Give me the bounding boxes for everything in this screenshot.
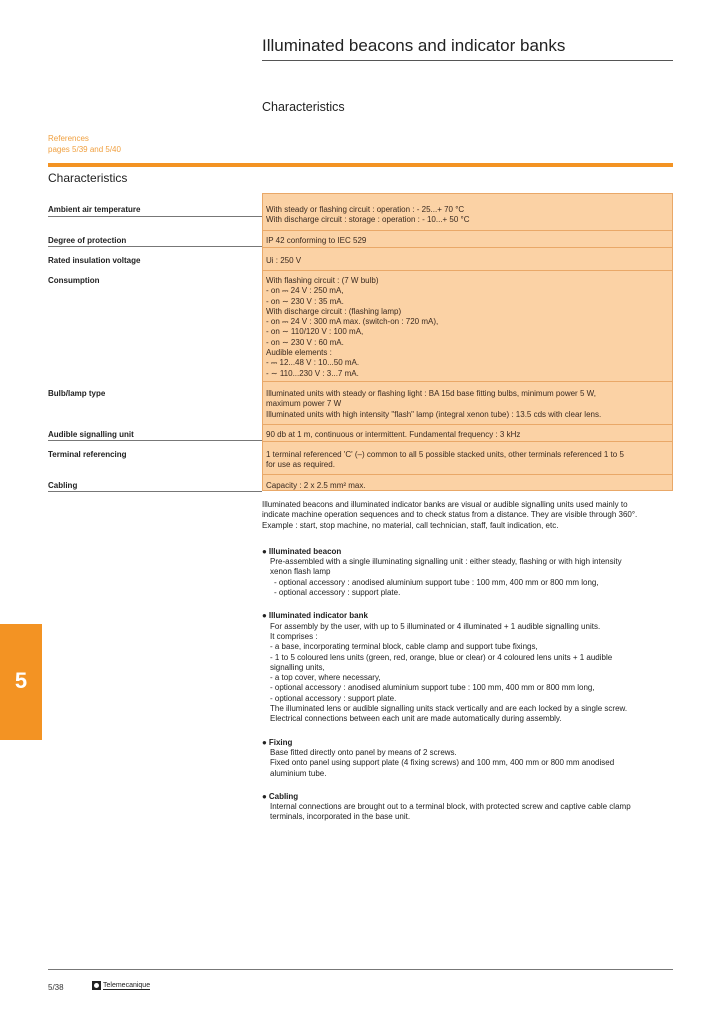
section-line: signalling units, — [270, 662, 325, 672]
intro-line: Example : start, stop machine, no material, call technician, staff, fault indication, etc. — [262, 520, 559, 530]
char-value-terminal-referencing — [266, 450, 670, 471]
section-heading-text: Illuminated beacon — [268, 546, 342, 556]
value-line: - on ⎓ 24 V : 250 mA, — [266, 286, 344, 296]
char-value-consumption — [266, 276, 670, 379]
section-line: Fixed onto panel using support plate (4 fixing screws) and 100 mm, 400 mm or 800 mm anodised — [270, 758, 615, 768]
label-divider — [48, 440, 262, 441]
char-value-degree-of-protection — [266, 236, 670, 246]
references-block — [48, 134, 121, 155]
value-line: IP 42 conforming to IEC 529 — [266, 236, 367, 245]
value-line: Ui : 250 V — [266, 256, 302, 265]
value-line: With flashing circuit : (7 W bulb) — [266, 276, 379, 285]
section-line: - optional accessory : anodised aluminium support tube : 100 mm, 400 mm or 800 mm long, — [270, 683, 595, 693]
references-label: References — [48, 134, 89, 143]
section-line: xenon flash lamp — [270, 567, 331, 577]
value-line: - on ∼ 230 V : 35 mA. — [266, 296, 344, 306]
value-line: - on ∼ 110/120 V : 100 mA, — [266, 327, 364, 337]
value-line: 1 terminal referenced 'C' (–) common to all 5 possible stacked units, other terminals referenced 1 to 5 — [266, 450, 624, 459]
value-line: 90 db at 1 m, continuous or intermittent. Fundamental frequency : 3 kHz — [266, 430, 521, 439]
section-line: It comprises : — [270, 631, 318, 641]
section-heading: Characteristics — [48, 171, 128, 185]
char-label-degree-of-protection: Degree of protection — [48, 236, 127, 245]
value-divider — [262, 270, 673, 271]
chapter-number: 5 — [14, 668, 28, 693]
section-heading-illuminated-beacon — [262, 547, 674, 557]
char-label-consumption: Consumption — [48, 276, 100, 285]
label-divider — [48, 216, 262, 217]
value-divider — [262, 247, 673, 248]
section-line: For assembly by the user, with up to 5 illuminated or 4 illuminated + 1 audible signalling units. — [270, 621, 601, 631]
char-value-ambient-temperature — [266, 205, 670, 226]
section-line: - optional accessory : support plate. — [270, 693, 397, 703]
page-subtitle: Characteristics — [262, 100, 345, 114]
value-divider — [262, 474, 673, 475]
footer-divider — [48, 969, 673, 970]
section-line: terminals, incorporated in the base unit. — [270, 812, 411, 822]
page-number: 5/38 — [48, 983, 64, 992]
intro-line: Illuminated beacons and illuminated indicator banks are visual or audible signalling units used mainly to — [262, 500, 628, 509]
page-title: Illuminated beacons and indicator banks — [262, 36, 566, 55]
char-value-rated-insulation-voltage — [266, 256, 670, 266]
bullet-icon: ● — [262, 546, 267, 556]
title-divider — [262, 60, 673, 61]
value-divider — [262, 424, 673, 425]
char-label-ambient-temperature: Ambient air temperature — [48, 205, 141, 214]
value-line: - ⎓ 12...48 V : 10...50 mA. — [266, 358, 360, 368]
value-line: Illuminated units with high intensity "flash" lamp (integral xenon tube) : 13.5 cds with clear lens. — [266, 409, 602, 419]
char-value-cabling — [266, 481, 670, 491]
value-line: Illuminated units with steady or flashing light : BA 15d base fitting bulbs, minimum power 5 W, — [266, 389, 596, 398]
label-divider — [48, 491, 262, 492]
char-label-audible-signalling-unit: Audible signalling unit — [48, 430, 134, 439]
value-line: With discharge circuit : storage : operation : - 10...+ 50 °C — [266, 215, 470, 225]
section-heading-text: Cabling — [268, 791, 299, 801]
value-line: Capacity : 2 x 2.5 mm² max. — [266, 481, 366, 490]
value-line: - ∼ 110...230 V : 3...7 mA. — [266, 368, 359, 378]
brand-name: Telemecanique — [103, 981, 151, 989]
char-value-bulb-lamp-type — [266, 389, 670, 420]
section-heading-illuminated-indicator-bank — [262, 611, 674, 621]
references-pages-link[interactable]: pages 5/39 and 5/40 — [48, 144, 121, 154]
bullet-icon: ● — [262, 611, 267, 621]
telemecanique-logo-icon — [92, 981, 101, 990]
section-line: - a base, incorporating terminal block, cable clamp and support tube fixings, — [270, 642, 538, 652]
value-line: With steady or flashing circuit : operation : - 25...+ 70 °C — [266, 205, 465, 214]
description-block — [262, 500, 674, 823]
section-heading-cabling — [262, 792, 674, 802]
value-line: - on ⎓ 24 V : 300 mA max. (switch-on : 720 mA), — [266, 317, 439, 327]
intro-line: indicate machine operation sequences and to check status from a distance. They are visible through 360°. — [262, 510, 638, 520]
section-line: - optional accessory : support plate. — [274, 588, 401, 598]
value-divider — [262, 381, 673, 382]
char-label-rated-insulation-voltage: Rated insulation voltage — [48, 256, 141, 265]
char-label-bulb-lamp-type: Bulb/lamp type — [48, 389, 106, 398]
value-line: With discharge circuit : (flashing lamp) — [266, 306, 402, 316]
section-line: Electrical connections between each unit are made automatically during assembly. — [270, 714, 562, 724]
section-line: Internal connections are brought out to a terminal block, with protected screw and captive cable clamp — [270, 802, 631, 812]
section-heading-text: Fixing — [268, 737, 293, 747]
label-divider — [48, 246, 262, 247]
section-heading-fixing — [262, 738, 674, 748]
section-line: - a top cover, where necessary, — [270, 673, 381, 683]
section-line: Pre-assembled with a single illuminating signalling unit : either steady, flashing or with high intensity — [270, 557, 622, 567]
section-line: Base fitted directly onto panel by means of 2 screws. — [270, 747, 457, 757]
bullet-icon: ● — [262, 791, 267, 801]
section-line: The illuminated lens or audible signalling units stack vertically and are each locked by a single screw. — [270, 704, 628, 714]
section-line: aluminium tube. — [270, 768, 327, 778]
char-label-terminal-referencing: Terminal referencing — [48, 450, 127, 459]
value-divider — [262, 230, 673, 231]
char-value-audible-signalling-unit — [266, 430, 670, 440]
value-line: - on ∼ 230 V : 60 mA. — [266, 337, 344, 347]
bullet-icon: ● — [262, 737, 267, 747]
value-divider — [262, 441, 673, 442]
value-line: for use as required. — [266, 460, 335, 470]
section-heading-text: Illuminated indicator bank — [268, 611, 368, 621]
brand-logo — [92, 981, 150, 990]
section-line: - optional accessory : anodised aluminium support tube : 100 mm, 400 mm or 800 mm long, — [274, 577, 599, 587]
value-line: Audible elements : — [266, 348, 332, 358]
char-label-cabling: Cabling — [48, 481, 78, 490]
value-line: maximum power 7 W — [266, 399, 342, 409]
accent-bar — [48, 163, 673, 167]
section-line: - 1 to 5 coloured lens units (green, red, orange, blue or clear) or 4 coloured lens units + 1 audible — [270, 652, 613, 662]
